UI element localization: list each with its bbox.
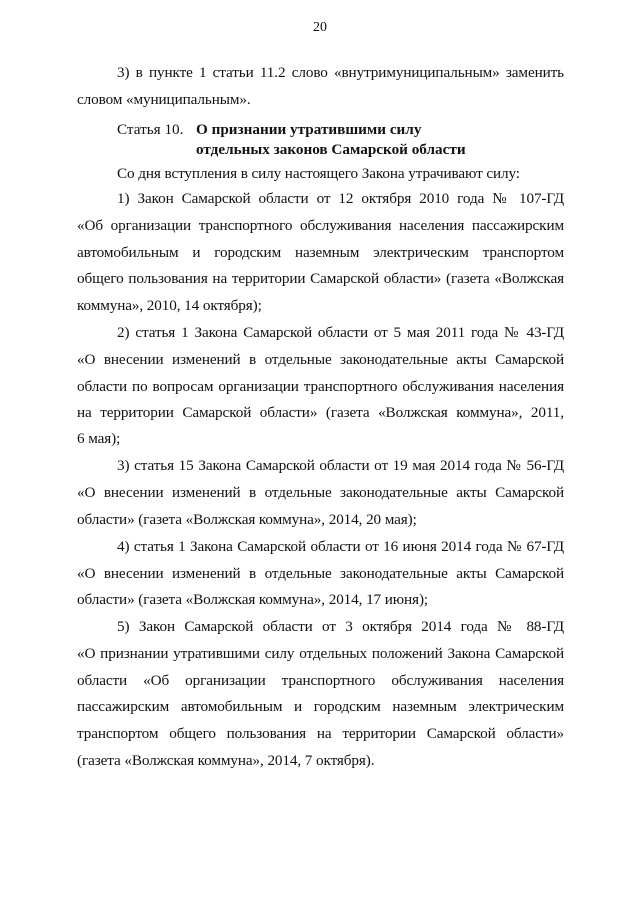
- item1-line-4: общего пользования на территории Самарской области» (газета «Волжская: [77, 270, 564, 287]
- item3b-line-3: области» (газета «Волжская коммуна», 2014, 20 мая);: [77, 511, 417, 528]
- item4-line-1: 4) статья 1 Закона Самарской области от 16 июня 2014 года № 67-ГД: [117, 538, 564, 555]
- item1-line-2: «Об организации транспортного обслуживания населения пассажирским: [77, 217, 564, 234]
- item3-line-2: словом «муниципальным».: [77, 91, 251, 108]
- item5-line-2: «О признании утратившими силу отдельных положений Закона Самарской: [77, 645, 564, 662]
- item5-line-3: области «Об организации транспортного обслуживания населения: [77, 672, 564, 689]
- item3b-line-1: 3) статья 15 Закона Самарской области от 19 мая 2014 года № 56-ГД: [117, 457, 564, 474]
- item5-line-5: транспортом общего пользования на территории Самарской области»: [77, 725, 564, 742]
- article-title-line-2: отдельных законов Самарской области: [196, 141, 466, 158]
- item5-line-6: (газета «Волжская коммуна», 2014, 7 октября).: [77, 752, 375, 769]
- item5-line-1: 5) Закон Самарской области от 3 октября 2014 года № 88-ГД: [117, 618, 564, 635]
- item2-line-3: области по вопросам организации транспортного обслуживания населения: [77, 378, 564, 395]
- item2-line-5: 6 мая);: [77, 430, 121, 447]
- article-label: Статья 10.: [117, 121, 184, 138]
- item5-line-4: пассажирским автомобильным и городским наземным электрическим: [77, 698, 564, 715]
- page-number: 20: [313, 20, 327, 35]
- intro-paragraph: Со дня вступления в силу настоящего Закона утрачивают силу:: [117, 165, 520, 182]
- item1-line-3: автомобильным и городским наземным электрическим транспортом: [77, 244, 564, 261]
- item4-line-2: «О внесении изменений в отдельные законодательные акты Самарской: [77, 565, 564, 582]
- item2-line-2: «О внесении изменений в отдельные законодательные акты Самарской: [77, 351, 564, 368]
- item2-line-4: на территории Самарской области» (газета «Волжская коммуна», 2011,: [77, 404, 564, 421]
- item3-line-1: 3) в пункте 1 статьи 11.2 слово «внутримуниципальным» заменить: [117, 64, 564, 81]
- item2-line-1: 2) статья 1 Закона Самарской области от 5 мая 2011 года № 43-ГД: [117, 324, 564, 341]
- item1-line-1: 1) Закон Самарской области от 12 октября 2010 года № 107-ГД: [117, 190, 564, 207]
- article-title-line-1: О признании утратившими силу: [196, 121, 422, 138]
- item3b-line-2: «О внесении изменений в отдельные законодательные акты Самарской: [77, 484, 564, 501]
- item4-line-3: области» (газета «Волжская коммуна», 2014, 17 июня);: [77, 591, 429, 608]
- item1-line-5: коммуна», 2010, 14 октября);: [77, 297, 262, 314]
